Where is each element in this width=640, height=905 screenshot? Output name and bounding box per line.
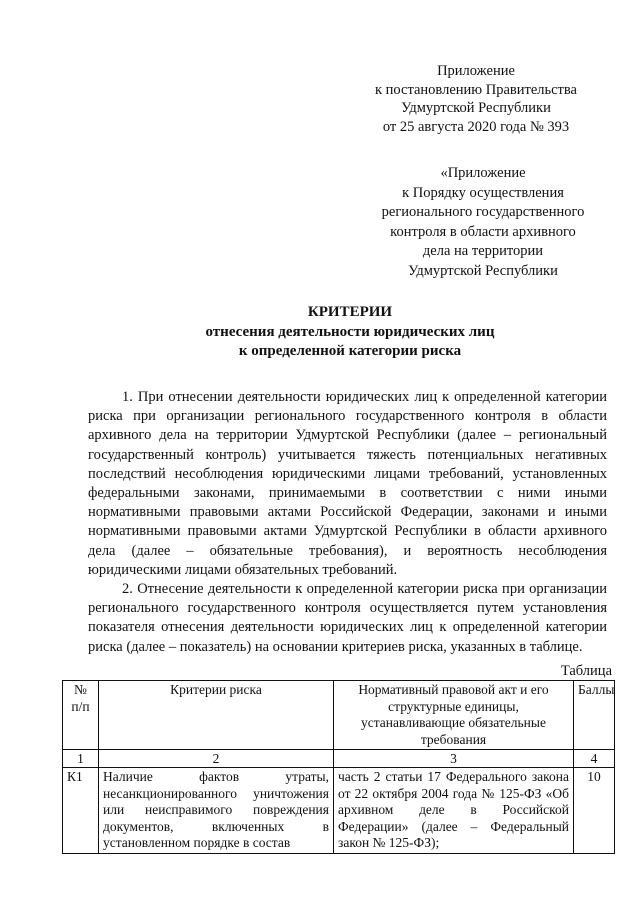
inner-appendix-line: «Приложение [440,165,526,181]
row-criteria: Наличие фактов утраты, несанкционированного уничтожения или неисправимого повреждения документов, включенных в установленном порядке в состав [99,768,334,854]
table-caption: Таблица [560,663,612,679]
criteria-table [62,680,615,854]
row-normative: часть 2 статьи 17 Федерального закона от 22 октября 2004 года № 125-ФЗ «Об архивном деле в Российской Федерации» (далее – Федеральный закон № 125-ФЗ); [334,768,574,854]
inner-appendix-line: дела на территории [422,243,544,259]
appendix-line: Удмуртской Республики [401,100,551,116]
appendix-line: Приложение [437,63,515,79]
inner-appendix-block [368,164,598,281]
heading-subtitle: отнесения деятельности юридических лиц [205,323,495,340]
appendix-line: от 25 августа 2020 года № 393 [382,118,570,135]
column-number: 2 [99,750,334,768]
paragraph-1: 1. При отнесении деятельности юридических лиц к определенной категории риска при организации регионального государственного контроля в области архивного дела на территории Удмуртской Республики (далее – региональный государственный контроль) учитывается тяжесть потенциальных негативных последствий несоблюдения юридическими лицами требований, установленных федеральными законами, принимаемыми в соответствии с ними иными нормативными правовыми актами Российской Федерации, законами и иными нормативными правовыми актами Удмуртской Республики в области архивного дела (далее – обязательные требования), и вероятность несоблюдения юридическими лицами обязательных требований. [88,389,607,578]
column-number: 1 [63,750,99,768]
appendix-block [360,62,592,136]
header-normative: Нормативный правовой акт и его структурные единицы, устанавливающие обязательные требования [334,681,574,750]
appendix-line: к постановлению Правительства [375,81,577,98]
table-row [63,768,615,854]
body-text [88,388,607,657]
document-heading [90,303,610,362]
heading-subtitle: к определенной категории риска [238,343,462,359]
heading-title: КРИТЕРИИ [307,304,393,320]
row-id: К1 [63,768,99,854]
column-number: 4 [574,750,615,768]
header-num: № п/п [63,681,99,750]
inner-appendix-line: регионального государственного [381,204,585,220]
column-number-row [63,750,615,768]
paragraph-2: 2. Отнесение деятельности к определенной категории риска при организации регионального государственного контроля осуществляется путем установления показателя отнесения деятельности юридических лиц к определенной категории риска (далее – показатель) на основании критериев риска, указанных в таблице. [88,581,607,655]
table-header-row [63,681,615,750]
header-criteria: Критерии риска [99,681,334,750]
inner-appendix-line: контроля в области архивного [390,223,576,240]
inner-appendix-line: к Порядку осуществления [402,184,564,201]
column-number: 3 [334,750,574,768]
inner-appendix-line: Удмуртской Республики [408,262,558,279]
row-points: 10 [574,768,615,854]
header-points: Баллы [574,681,615,750]
